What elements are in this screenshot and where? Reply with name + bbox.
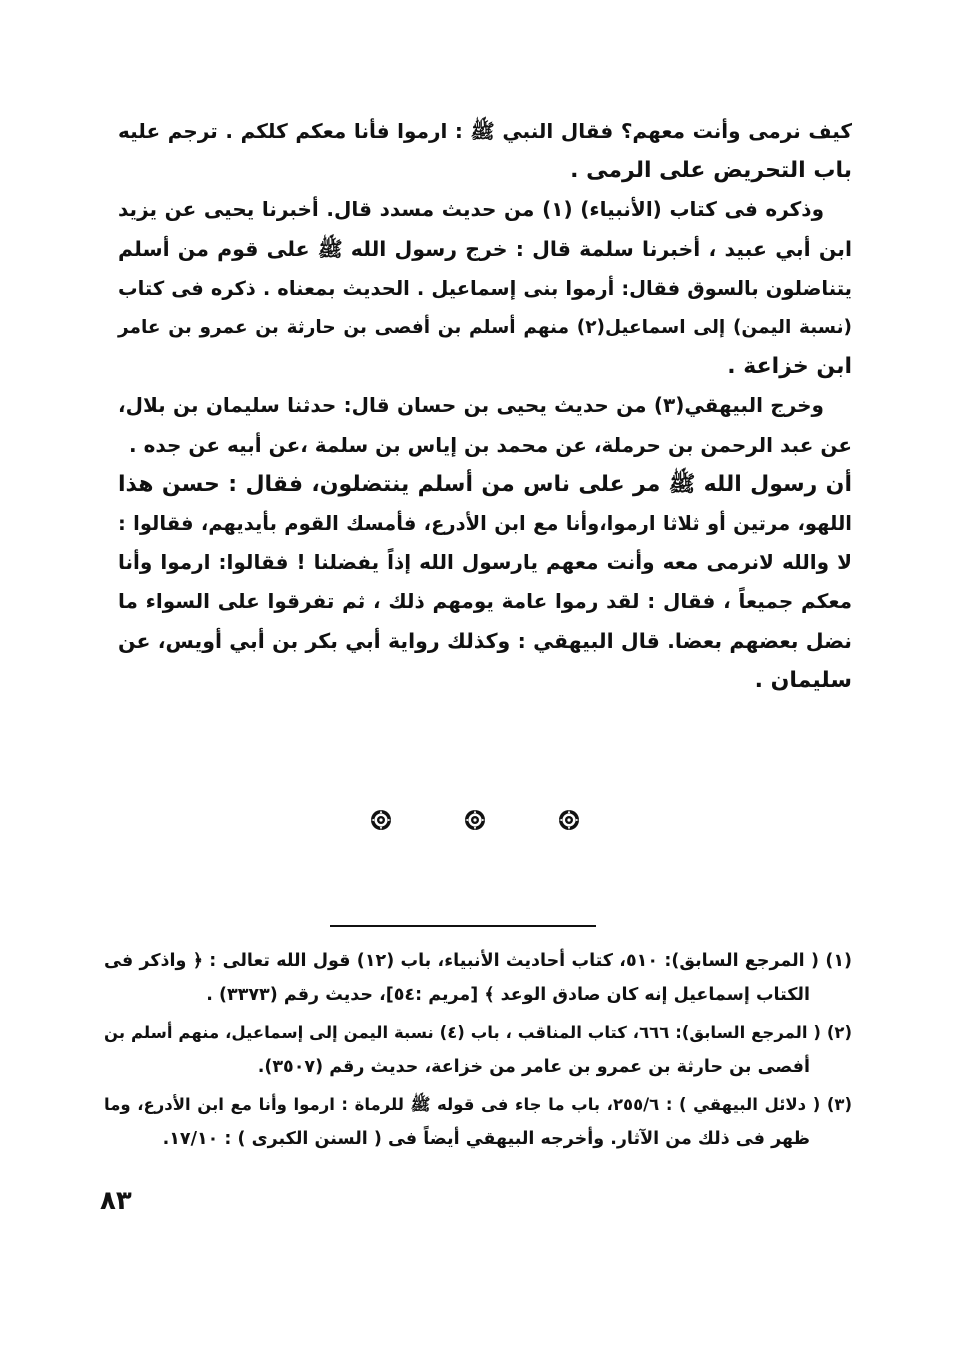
- text-line: باب التحريض على الرمى .: [570, 158, 852, 184]
- paragraph-3: [118, 386, 852, 464]
- text-line: ابن أبي عبيد ، أخبرنا سلمة قال : خرج رسول الله ﷺ على قوم من أسلم: [118, 236, 852, 261]
- text-line: معكم جميعاً ، فقال : لقد رموا عامة يومهم ذلك ، ثم تفرقوا على السواء ما: [118, 589, 852, 614]
- footnote-3: [104, 1088, 852, 1156]
- footnotes: [104, 944, 852, 1160]
- text-line: وذكره فى كتاب (الأنبياء) (١) من حديث مسدد قال. أخبرنا يحيى عن يزيد: [118, 197, 825, 222]
- text-line: ابن خزاعة .: [727, 354, 852, 380]
- footnote-line: ظهر فى ذلك من الآثار. وأخرجه البيهقي أيضاً فى ( السنن الكبرى ) : ١٧/١٠.: [162, 1129, 810, 1149]
- text-line: سليمان .: [754, 667, 852, 693]
- text-line: وخرج البيهقي(٣) من حديث يحيى بن حسان قال: حدثنا سليمان بن بلال،: [118, 393, 824, 418]
- flower-ornament-icon: [558, 809, 580, 831]
- main-text: [118, 112, 852, 700]
- footnote-line: الكتاب إسماعيل إنه كان صادق الوعد ﴾ [مريم :٥٤]، حديث رقم (٣٣٧٣) .: [206, 985, 810, 1005]
- page-number: ٨٣: [100, 1186, 132, 1216]
- footnote-line: (٣) ( دلائل البيهقي ) : ٢٥٥/٦، باب ما جاء فى قوله ﷺ للرماة : ارموا وأنا مع ابن الأدرع، وما: [104, 1095, 853, 1114]
- footnote-line: أفصى بن حارثة بن عمرو بن عامر من خزاعة، حديث رقم (٣٥٠٧).: [257, 1057, 810, 1077]
- text-line: نضل بعضهم بعضا. قال البيهقي : وكذلك رواية أبي بكر بن أبي أويس، عن: [118, 628, 852, 653]
- text-line: كيف نرمى وأنت معهم؟ فقال النبي ﷺ : ارموا فأنا معكم كلكم . ترجم عليه: [118, 119, 852, 143]
- footnote-1: [104, 944, 852, 1012]
- text-line: لا والله لانرمى معه وأنت معهم يارسول الله إذاً يفضلنا ! فقالوا: ارموا وأنا: [118, 550, 852, 575]
- paragraph-2: [118, 190, 852, 386]
- text-line: (نسبة اليمن) إلى اسماعيل(٢) منهم أسلم بن أفصى بن حارثة بن عمرو بن عامر: [118, 317, 852, 339]
- footnote-line: (٢) ( المرجع السابق): ٦٦٦، كتاب المناقب ، باب (٤) نسبة اليمن إلى إسماعيل، منهم أسلم بن: [104, 1023, 853, 1042]
- paragraph-4: [118, 465, 852, 700]
- footnote-separator: [330, 925, 596, 927]
- text-line: عن عبد الرحمن بن حرملة، عن محمد بن إياس بن سلمة ،عن أبيه عن جده .: [129, 432, 852, 457]
- section-divider: [370, 800, 580, 840]
- footnote-line: (١) ( المرجع السابق): ٥١٠، كتاب أحاديث الأنبياء، باب (١٢) قول الله تعالى : ﴿ واذكر فى: [104, 951, 853, 971]
- footnote-2: [104, 1016, 852, 1084]
- text-line: اللهو، مرتين أو ثلاثا ارموا،وأنا مع ابن الأدرع، فأمسك القوم بأيديهم، فقالوا :: [118, 512, 852, 536]
- text-line: يتناضلون بالسوق فقال: أرموا بنى إسماعيل . الحديث بمعناه . ذكره فى كتاب: [118, 276, 852, 300]
- paragraph-1: [118, 112, 852, 190]
- flower-ornament-icon: [464, 809, 486, 831]
- flower-ornament-icon: [370, 809, 392, 831]
- text-line: أن رسول الله ﷺ مر على ناس من أسلم ينتضلون، فقال : حسن هذا: [118, 471, 852, 497]
